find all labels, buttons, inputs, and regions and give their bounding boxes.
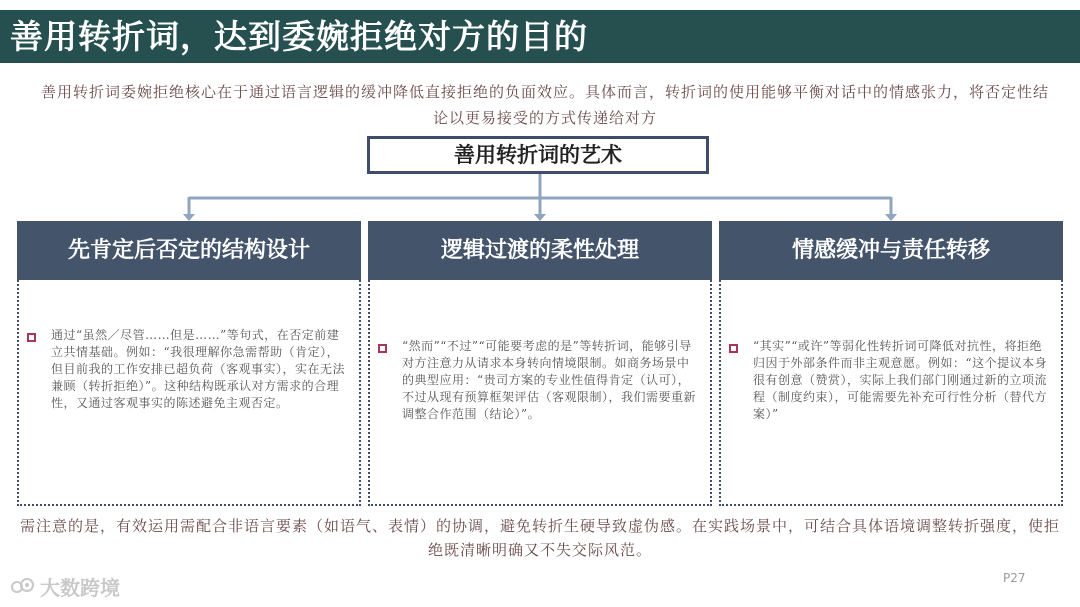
column-2-body (368, 280, 712, 506)
column-1-text: 通过“虽然／尽管……但是……”等句式，在否定前建立共情基础。例如：“我很理解你急需帮助（肯定），但目前我的工作安排已超负荷（客观事实），实在无法兼顾（转折拒绝）”。这种结构既承认对方需求的合理性，又通过客观事实的陈述避免主观否定。 (51, 328, 346, 410)
footer-note: 需注意的是，有效运用需配合非语言要素（如语气、表情）的协调，避免转折生硬导致虚伪感。在实践场景中，可结合具体语境调整转折强度，使拒绝既清晰明确又不失交际风范。 (20, 517, 1061, 559)
watermark-text: 大数跨境 (40, 576, 120, 600)
column-2-heading: 逻辑过渡的柔性处理 (368, 221, 712, 280)
square-bullet-icon (729, 344, 738, 353)
page-title: 善用转折词，达到委婉拒绝对方的目的 (10, 17, 588, 56)
column-1-heading: 先肯定后否定的结构设计 (17, 221, 361, 280)
page-number: P27 (1003, 571, 1026, 585)
square-bullet-icon (378, 344, 387, 353)
column-2-text: “然而”“不过”“可能要考虑的是”等转折词，能够引导对方注意力从请求本身转向情境限制。如商务场景中的典型应用：“贵司方案的专业性值得肯定（认可），不过从现有预算框架评估（客观限制），我们需要重新调整合作范围（结论）”。 (402, 339, 697, 421)
watermark (10, 572, 120, 602)
connector-lines (0, 0, 1080, 230)
square-bullet-icon (27, 333, 36, 342)
column-3-heading: 情感缓冲与责任转移 (719, 221, 1063, 280)
intro-paragraph: 善用转折词委婉拒绝核心在于通过语言逻辑的缓冲降低直接拒绝的负面效应。具体而言，转折词的使用能够平衡对话中的情感张力，将否定性结论以更易接受的方式传递给对方 (40, 83, 1049, 127)
column-3-body (719, 280, 1063, 506)
logo-icon (10, 577, 36, 602)
column-3-text: “其实”“或许”等弱化性转折词可降低对抗性，将拒绝归因于外部条件而非主观意愿。例如：“这个提议本身很有创意（赞赏），实际上我们部门刚通过新的立项流程（制度约束），可能需要先补充可行性分析（替代方案）” (753, 339, 1048, 421)
column-1-body (17, 280, 361, 506)
center-label-box: 善用转折词的艺术 (367, 136, 709, 174)
